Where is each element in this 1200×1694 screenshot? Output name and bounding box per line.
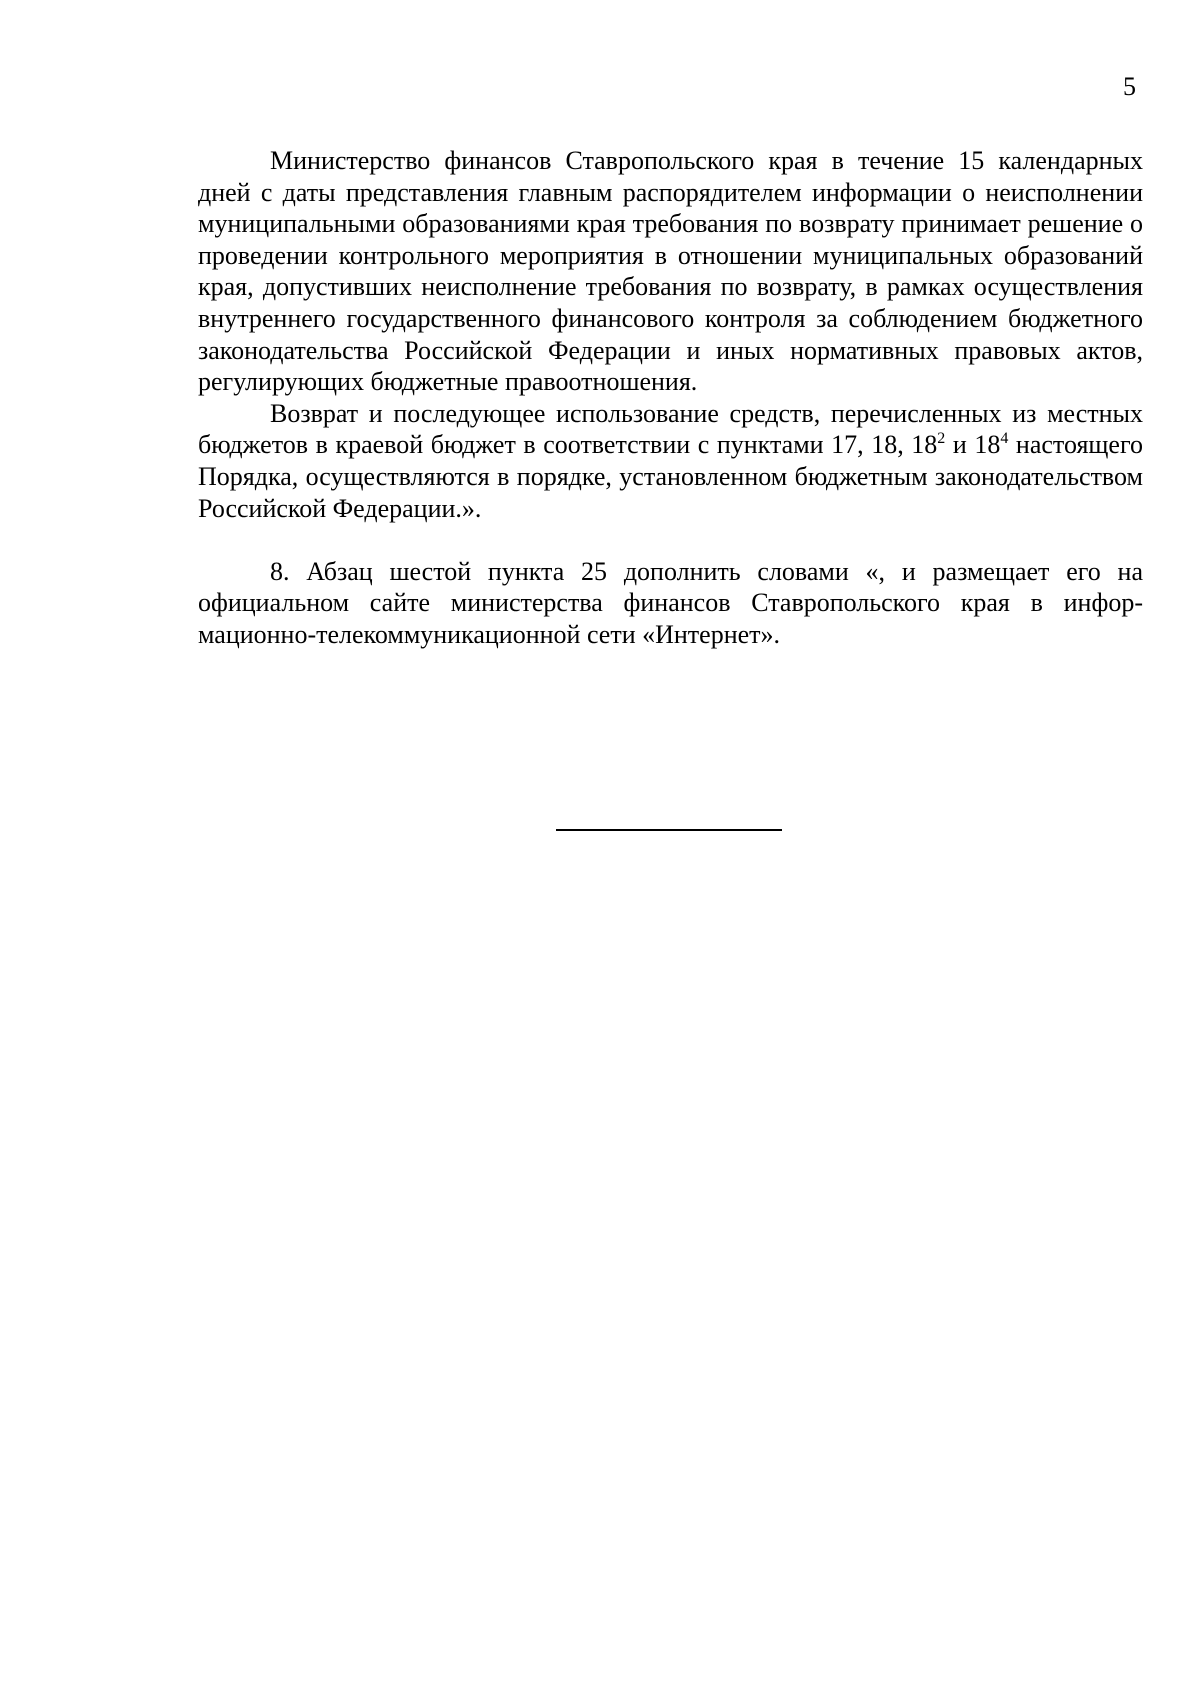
funds-return-text-2: и 18 [945, 430, 1001, 460]
paragraph-item-8: 8. Абзац шестой пункта 25 дополнить словами «, и размещает его на официальном сайте министерства финансов Ставропольского края в информационно-телекоммуникационной сети «Интернет». [198, 556, 1143, 649]
page-number: 5 [1123, 72, 1136, 101]
document-body [198, 145, 1143, 651]
superscript-4: 4 [1000, 430, 1009, 448]
funds-return-text-1: Возврат и последующее использование средств, перечисленных из местных бюджетов в краевой бюджет в соответствии с пунктами 17, 18, 18 [198, 398, 1143, 460]
paragraph-funds-return [198, 398, 1143, 524]
paragraph-control-measure: Министерство финансов Ставропольского края в течение 15 календарных дней с даты представления главным распорядителем информации о неисполнении муниципальными образованиями края требования по возврату принимает решение о проведении контрольного мероприятия в отношении муниципальных образований края, допустивших неисполнение требования по возврату, в рамках осуществления внутреннего государственного финансового контроля за соблюдением бюджетного законодательства Российской Федерации и иных нормативных правовых актов, регулирующих бюджетные правоотношения. [198, 146, 1143, 397]
funds-return-text-3: настоящего Порядка, осуществляются в порядке, установленном бюджетным законодательством Российской Федерации.». [198, 430, 1143, 523]
closing-divider [556, 829, 782, 831]
superscript-2: 2 [937, 430, 946, 448]
